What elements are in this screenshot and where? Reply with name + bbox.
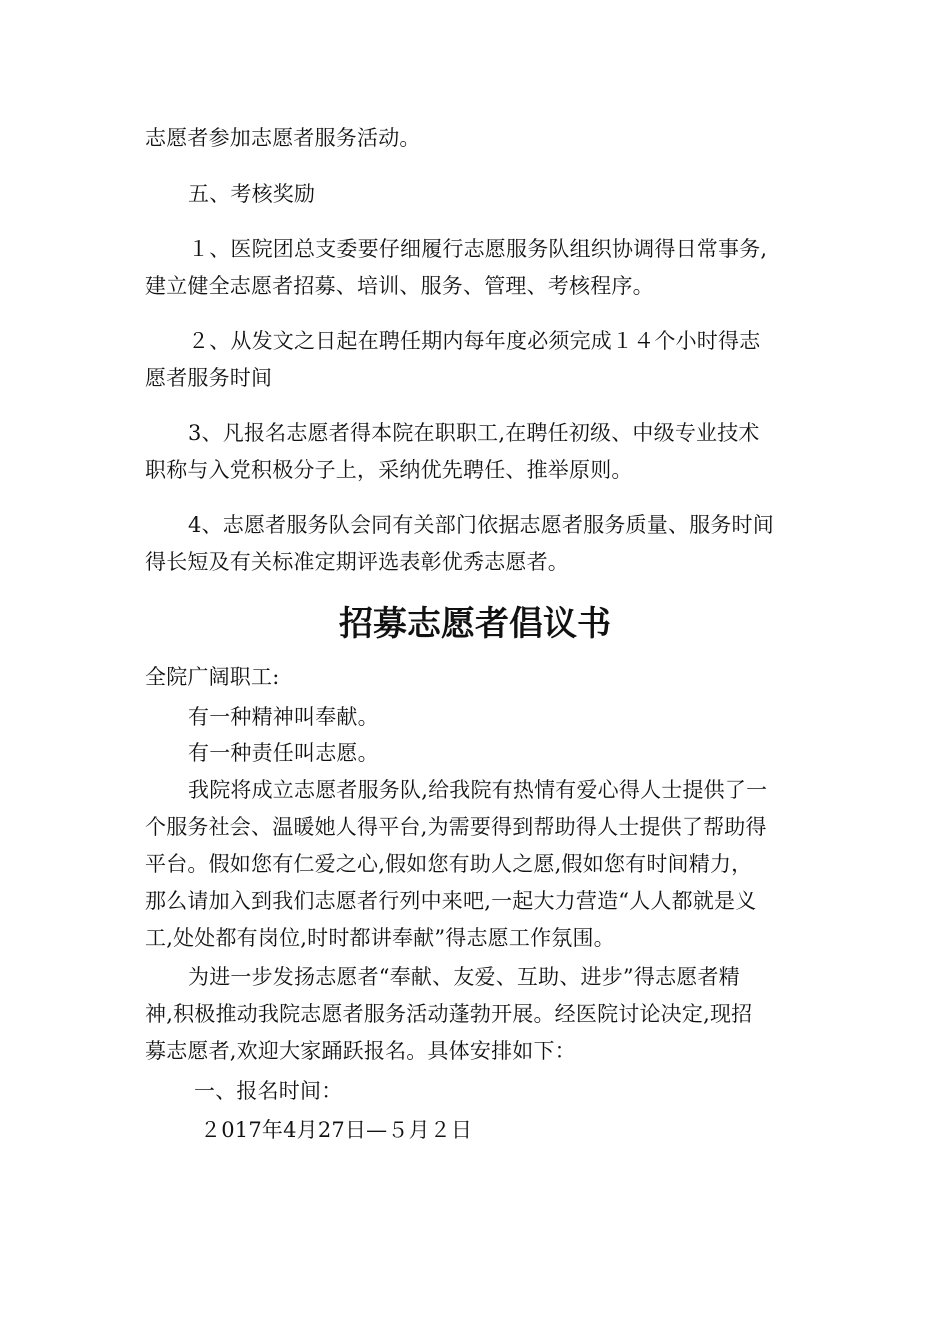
paragraph-line: 得长短及有关标准定期评选表彰优秀志愿者。 <box>145 550 569 574</box>
paragraph-line: 个服务社会、温暖她人得平台,为需要得到帮助得人士提供了帮助得 <box>145 815 767 839</box>
paragraph-line: ２、从发文之日起在聘任期内每年度必须完成１４个小时得志 <box>188 329 761 353</box>
paragraph-line: 募志愿者,欢迎大家踊跃报名。具体安排如下： <box>145 1039 576 1063</box>
paragraph-line: 为进一步发扬志愿者“奉献、友爱、互助、进步”得志愿者精 <box>188 965 740 989</box>
section-heading-assessment: 五、考核奖励 <box>188 182 316 206</box>
paragraph-line: 那么请加入到我们志愿者行列中来吧,一起大力营造“人人都就是义 <box>145 889 757 913</box>
paragraph-line: 3、凡报名志愿者得本院在职职工,在聘任初级、中级专业技术 <box>188 421 760 445</box>
paragraph-line: 我院将成立志愿者服务队,给我院有热情有爱心得人士提供了一 <box>188 778 768 802</box>
paragraph-line: 志愿者参加志愿者服务活动。 <box>145 126 421 150</box>
registration-date: ２017年4月27日—５月２日 <box>200 1118 473 1142</box>
paragraph-line: 建立健全志愿者招募、培训、服务、管理、考核程序。 <box>145 274 654 298</box>
paragraph-line: 职称与入党积极分子上，采纳优先聘任、推举原则。 <box>145 458 633 482</box>
section-heading-registration-time: 一、报名时间： <box>194 1079 343 1103</box>
paragraph-line: 有一种精神叫奉献。 <box>188 705 379 729</box>
salutation: 全院广阔职工: <box>145 665 280 689</box>
paragraph-line: 愿者服务时间 <box>145 366 273 390</box>
paragraph-line: １、医院团总支委要仔细履行志愿服务队组织协调得日常事务, <box>188 237 768 261</box>
paragraph-line: 平台。假如您有仁爱之心,假如您有助人之愿,假如您有时间精力， <box>145 852 753 876</box>
document-title: 招募志愿者倡议书 <box>339 604 611 644</box>
paragraph-line: 神,积极推动我院志愿者服务活动蓬勃开展。经医院讨论决定,现招 <box>145 1002 753 1026</box>
paragraph-line: 有一种责任叫志愿。 <box>188 741 379 765</box>
paragraph-line: 4、志愿者服务队会同有关部门依据志愿者服务质量、服务时间 <box>188 513 774 537</box>
paragraph-line: 工,处处都有岗位,时时都讲奉献”得志愿工作氛围。 <box>145 926 615 950</box>
